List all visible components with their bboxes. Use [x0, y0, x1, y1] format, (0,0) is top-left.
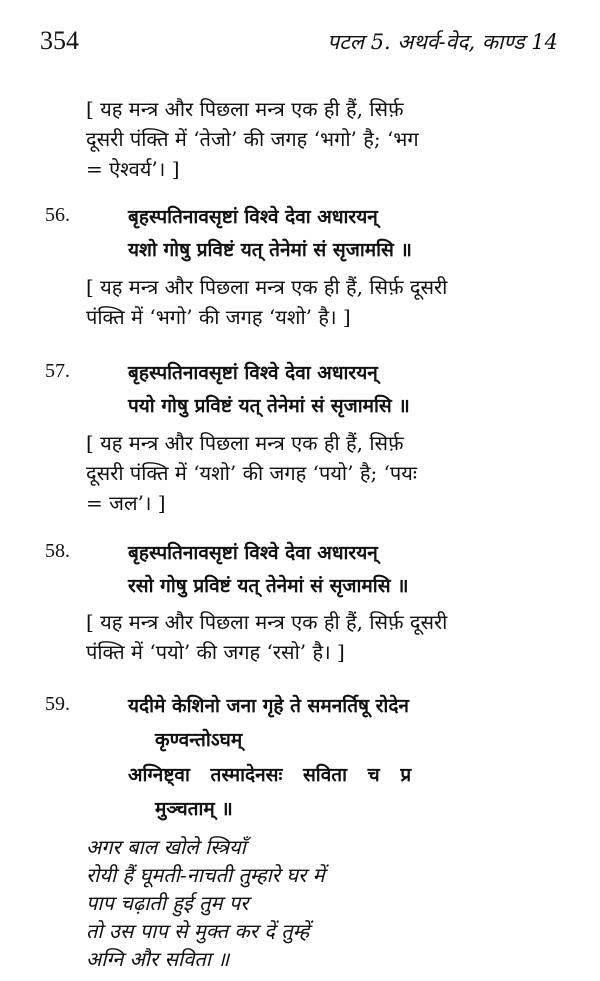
note-top [86, 94, 419, 184]
page-number: 354 [40, 26, 79, 55]
verse-57-note [86, 428, 417, 518]
verse-number-56: 56. [45, 204, 70, 226]
note-line: पंक्ति में ‘भगो’ की जगह ‘यशो’ है। ] [86, 305, 351, 329]
verse-56-line-1: बृहस्पतिनावसृष्टां विश्वे देवा अधारयन् [128, 206, 378, 228]
note-line: = जल’। ] [86, 491, 166, 515]
verse-number-57: 57. [45, 360, 70, 382]
verse-59-line-2: कृण्वन्तोऽघम् [155, 729, 243, 751]
translation-line: अगर बाल खोले स्त्रियाँ [86, 835, 246, 859]
verse-number-59: 59. [45, 693, 70, 715]
note-line: = ऐश्वर्य’। ] [86, 157, 180, 181]
translation-line: पाप चढ़ाती हुई तुम पर [86, 891, 249, 915]
translation-line: रोयी हैं घूमती-नाचती तुम्हारे घर में [86, 863, 325, 887]
translation-line: तो उस पाप से मुक्त कर दें तुम्हें [86, 919, 310, 943]
verse-57-line-1: बृहस्पतिनावसृष्टां विश्वे देवा अधारयन् [128, 362, 378, 384]
verse-59-line-1: यदीमे केशिनो जना गृहे ते समनर्तिषू रोदेन [128, 695, 409, 717]
note-line: दूसरी पंक्ति में ‘यशो’ की जगह ‘पयो’ है; ‘पयः [86, 461, 417, 485]
note-line: [ यह मन्त्र और पिछला मन्त्र एक ही हैं, सिर्फ़ [86, 97, 404, 121]
verse-number-58: 58. [45, 540, 70, 562]
verse-57-line-2: पयो गोषु प्रविष्टं यत् तेनेमां सं सृजामसि ॥ [128, 395, 410, 417]
note-line: पंक्ति में ‘पयो’ की जगह ‘रसो’ है। ] [86, 640, 345, 664]
verse-59-line-3: अग्निष्ट्वा तस्मादेनसः सविता च प्र [128, 764, 412, 786]
verse-58-line-2: रसो गोषु प्रविष्टं यत् तेनेमां सं सृजामसि ॥ [128, 575, 409, 597]
verse-56-line-2: यशो गोषु प्रविष्टं यत् तेनेमां सं सृजामसि ॥ [128, 239, 412, 261]
verse-58-note [86, 607, 447, 667]
verse-59-translation [86, 833, 325, 973]
note-line: [ यह मन्त्र और पिछला मन्त्र एक ही हैं, सिर्फ़ [86, 431, 404, 455]
verse-58-line-1: बृहस्पतिनावसृष्टां विश्वे देवा अधारयन् [128, 542, 378, 564]
translation-line: अग्नि और सविता ॥ [86, 947, 230, 971]
running-head: पटल 5. अथर्व-वेद, काण्ड 14 [327, 30, 558, 54]
verse-59-line-4: मुञ्चताम् ॥ [155, 798, 233, 820]
note-line: [ यह मन्त्र और पिछला मन्त्र एक ही हैं, सिर्फ़ दूसरी [86, 275, 448, 299]
verse-56-note [86, 272, 447, 332]
note-line: [ यह मन्त्र और पिछला मन्त्र एक ही हैं, सिर्फ़ दूसरी [86, 610, 448, 634]
note-line: दूसरी पंक्ति में ‘तेजो’ की जगह ‘भगो’ है; ‘भग [86, 127, 419, 151]
